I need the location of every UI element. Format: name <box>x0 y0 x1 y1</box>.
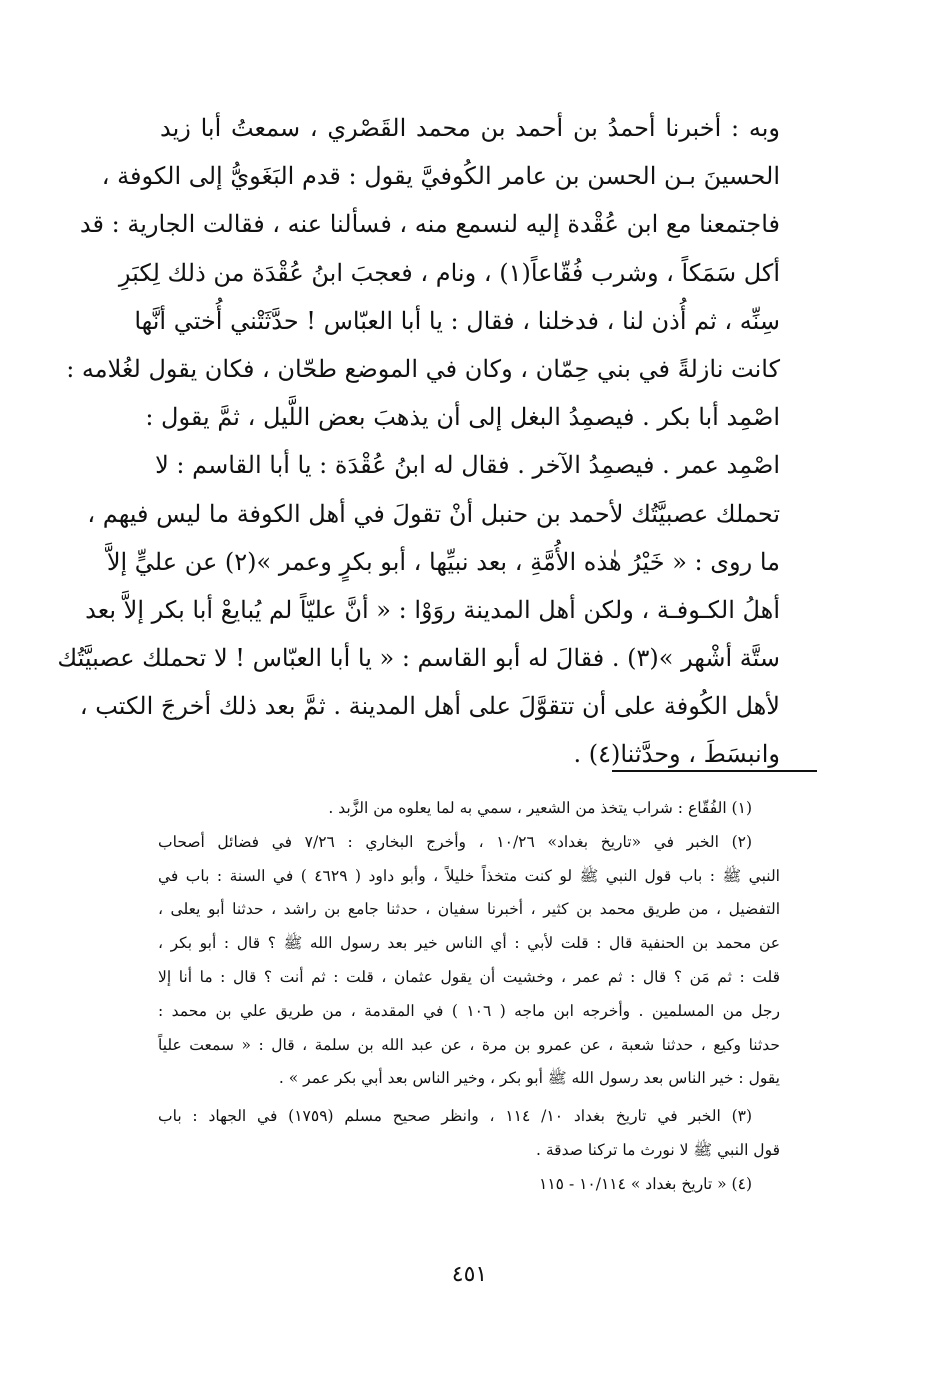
footnote-line: (٢) الخبر في «تاريخ بغداد» ١٠/٢٦ ، وأخرج البخاري : ٧/٢٦ في فضائل أصحاب <box>158 832 753 851</box>
footnote-line: (٣) الخبر في تاريخ بغداد ١٠/ ١١٤ ، وانظر صحيح مسلم (١٧٥٩) في الجهاد : باب <box>158 1107 753 1126</box>
footnote-line: النبي ﷺ : باب قول النبي ﷺ لو كنت متخذاً خليلاً ، وأبو داود ( ٤٦٢٩ ) في السنة : باب في <box>158 866 780 885</box>
text-line: اصْمِد أبا بكر . فيصمِدُ البغل إلى أن يذهبَ بعض اللَّيل ، ثمَّ يقول : <box>145 403 780 432</box>
text-line: ما روى : « خَيْرُ هٰذه الأُمَّةِ ، بعد نبيِّها ، أبو بكرٍ وعمر »(٢) عن عليٍّ إلاَّ <box>106 547 780 576</box>
text-line: تحملك عصبيَّتُك لأحمد بن حنبل أنْ تقولَ في أهل الكوفة ما ليس فيهم ، <box>87 499 780 528</box>
text-line: سِنِّه ، ثم أُذن لنا ، فدخلنا ، فقال : يا أبا العبّاس ! حدَّثَتْني أُختي أنَّها <box>134 306 780 335</box>
footnote-line: عن محمد بن الحنفية قال : قلت لأبي : أي الناس خير بعد رسول الله ﷺ ؟ قال : أبو بكر ، <box>158 934 780 953</box>
footnote-line: حدثنا وكيع ، حدثنا شعبة ، عن عمرو بن مرة ، عن عبد الله بن سلمة ، قال : « سمعت علياً <box>158 1035 780 1054</box>
text-line: أكل سَمَكاً ، وشرب فُقّاعاً(١) ، ونام ، فعجبَ ابنُ عُقْدَة من ذلك لِكبَرِ <box>118 258 780 287</box>
footnote-line: رجل من المسلمين . وأخرجه ابن ماجه ( ١٠٦ ) في المقدمة ، من طريق علي بن محمد : <box>158 1001 781 1020</box>
text-line: وبه : أخبرنا أحمدُ بن أحمد بن محمد القَصْري ، سمعتُ أبا زيد <box>160 114 780 142</box>
footnotes <box>158 792 780 1202</box>
footnote-line: التفضيل ، من طريق محمد بن كثير ، أخبرنا سفيان ، حدثنا جامع بن راشد ، حدثنا أبو يعلى ، <box>158 900 780 919</box>
text-line: الحسينَ بـن الحسن بن عامر الكُوفيَّ يقول : قدم البَغَويُّ إلى الكوفة ، <box>101 162 780 191</box>
text-line: فاجتمعنا مع ابن عُقْدة إليه لنسمع منه ، فسألنا عنه ، فقالت الجارية : قد <box>79 210 780 239</box>
text-line: لأهل الكُوفة على أن تتقوَّلَ على أهل المدينة . ثمَّ بعد ذلك أخرجَ الكتب ، <box>79 692 780 721</box>
footnote-separator <box>612 770 817 772</box>
text-line: أهلُ الكـوفـة ، ولكن أهل المدينة روَوْا : « أنَّ عليّاً لم يُبايعْ أبا بكر إلاَّ بعد <box>85 595 780 624</box>
text-line: كانت نازلةً في بني حِمّان ، وكان في الموضع طحّان ، فكان يقول لغُلامه : <box>66 354 780 383</box>
page-number: ٤٥١ <box>451 1262 488 1287</box>
main-text <box>57 104 780 779</box>
footnote-line: (١) الفُقّاع : شراب يتخذ من الشعير ، سمي به لما يعلوه من الزَّبد . <box>328 799 752 817</box>
footnote-line: قلت : ثم مَن ؟ قال : ثم عمر ، وخشيت أن يقول عثمان ، قلت : ثم أنت ؟ قال : ما أنا إلا <box>158 967 780 986</box>
text-line: وانبسَطَ ، وحدَّثنا(٤) . <box>573 740 780 769</box>
footnote-line: قول النبي ﷺ لا نورث ما تركنا صدقة . <box>536 1140 780 1159</box>
footnote-line: يقول : خير الناس بعد رسول الله ﷺ أبو بكر ، وخير الناس بعد أبي بكر عمر » . <box>278 1069 780 1088</box>
text-line: اصْمِد عمر . فيصمِدُ الآخر . فقال له ابنُ عُقْدَة : يا أبا القاسم : لا <box>155 451 780 480</box>
text-line: ستَّة أشْهر »(٣) . فقالَ له أبو القاسم : « يا أبا العبّاس ! لا تحملك عصبيَّتُك <box>57 644 780 673</box>
footnote-line: (٤) « تاريخ بغداد » ١٠/١١٤ - ١١٥ <box>539 1174 752 1193</box>
